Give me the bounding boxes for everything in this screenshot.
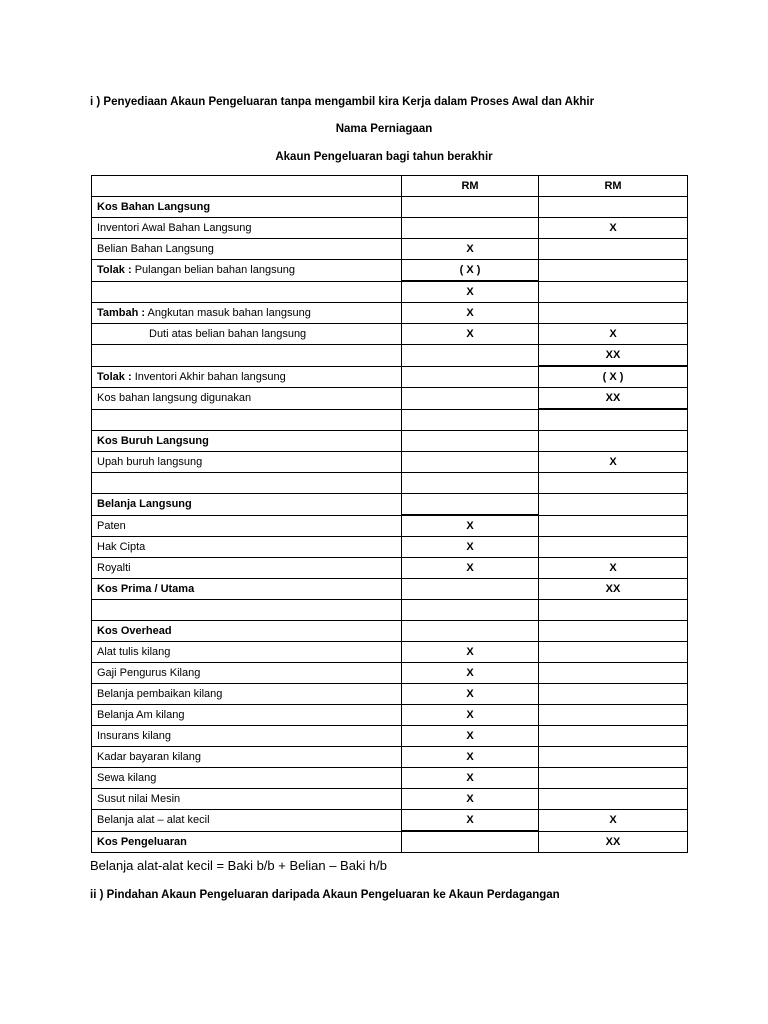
amount-cell-rm1: X — [402, 684, 539, 705]
amount-cell-rm1: X — [402, 747, 539, 768]
table-row — [92, 260, 688, 282]
amount-cell-rm1: X — [402, 324, 539, 345]
amount-cell-rm2 — [539, 684, 688, 705]
amount-cell-rm1: X — [402, 558, 539, 579]
amount-cell-rm2: ( X ) — [539, 366, 688, 388]
row-label-cell — [92, 473, 402, 494]
row-label: Belanja Langsung — [97, 498, 192, 511]
table-row — [92, 579, 688, 600]
row-label-cell — [92, 197, 402, 218]
row-label-cell — [92, 345, 402, 367]
table-row — [92, 600, 688, 621]
amount-cell-rm1 — [402, 452, 539, 473]
amount-cell-rm1 — [402, 621, 539, 642]
amount-cell-rm1 — [402, 473, 539, 494]
amount-cell-rm2 — [539, 537, 688, 558]
row-label-cell — [92, 366, 402, 388]
row-prefix: Tolak : — [97, 370, 132, 383]
amount-cell-rm2: X — [539, 452, 688, 473]
table-row — [92, 366, 688, 388]
amount-cell-rm1 — [402, 388, 539, 410]
row-label: Belanja Am kilang — [97, 709, 185, 721]
table-row — [92, 705, 688, 726]
row-label-cell — [92, 705, 402, 726]
table-row — [92, 747, 688, 768]
row-label: Susut nilai Mesin — [97, 793, 181, 805]
header-label-cell — [92, 176, 402, 197]
table-row — [92, 684, 688, 705]
amount-cell-rm1: X — [402, 239, 539, 260]
amount-cell-rm2: XX — [539, 831, 688, 853]
amount-cell-rm2 — [539, 281, 688, 303]
amount-cell-rm1: X — [402, 515, 539, 537]
row-label: Kos Prima / Utama — [97, 583, 195, 595]
amount-cell-rm2 — [539, 600, 688, 621]
table-row — [92, 789, 688, 810]
table-row — [92, 388, 688, 410]
row-label: Upah buruh langsung — [97, 456, 203, 468]
production-account-table — [91, 175, 688, 853]
amount-cell-rm2: XX — [539, 388, 688, 410]
row-label-cell — [92, 239, 402, 260]
row-label-cell — [92, 621, 402, 642]
row-label-cell — [92, 558, 402, 579]
amount-cell-rm2 — [539, 473, 688, 494]
row-label-cell — [92, 768, 402, 789]
row-label: Kos Buruh Langsung — [97, 435, 209, 447]
amount-cell-rm2 — [539, 663, 688, 684]
row-label-cell — [92, 515, 402, 537]
table-row — [92, 831, 688, 853]
row-label-cell — [92, 388, 402, 410]
row-label-cell — [92, 789, 402, 810]
amount-cell-rm1: X — [402, 789, 539, 810]
row-label: Inventori Awal Bahan Langsung — [97, 222, 252, 234]
row-label: Duti atas belian bahan langsung — [149, 328, 307, 340]
amount-cell-rm2: XX — [539, 579, 688, 600]
table-row — [92, 239, 688, 260]
table-row — [92, 621, 688, 642]
table-row — [92, 663, 688, 684]
row-label: Insurans kilang — [97, 730, 171, 742]
amount-cell-rm1 — [402, 197, 539, 218]
amount-cell-rm2 — [539, 260, 688, 282]
row-label: Hak Cipta — [97, 541, 146, 553]
table-row — [92, 768, 688, 789]
amount-cell-rm2 — [539, 642, 688, 663]
amount-cell-rm1: X — [402, 768, 539, 789]
row-label: Paten — [97, 519, 126, 532]
amount-cell-rm2: X — [539, 218, 688, 239]
row-label-cell — [92, 452, 402, 473]
amount-cell-rm2: X — [539, 810, 688, 832]
table-row — [92, 558, 688, 579]
amount-cell-rm2 — [539, 409, 688, 431]
row-label-cell — [92, 324, 402, 345]
table-row — [92, 473, 688, 494]
table-header-row — [92, 176, 688, 197]
table-row — [92, 281, 688, 303]
row-label: Alat tulis kilang — [97, 646, 171, 658]
row-label-cell — [92, 747, 402, 768]
row-label: Kadar bayaran kilang — [97, 751, 201, 763]
row-label: Gaji Pengurus Kilang — [97, 667, 201, 679]
table-row — [92, 409, 688, 431]
table-row — [92, 197, 688, 218]
amount-cell-rm2 — [539, 768, 688, 789]
row-prefix: Tambah : — [97, 307, 146, 319]
row-label-cell — [92, 537, 402, 558]
amount-cell-rm2: X — [539, 558, 688, 579]
amount-cell-rm1 — [402, 831, 539, 853]
row-label: Sewa kilang — [97, 772, 157, 784]
amount-cell-rm1 — [402, 366, 539, 388]
amount-cell-rm2: X — [539, 324, 688, 345]
row-label: Belian Bahan Langsung — [97, 243, 214, 255]
section-two-heading: ii ) Pindahan Akaun Pengeluaran daripada Akaun Pengeluaran ke Akaun Perdagangan — [90, 889, 560, 901]
amount-cell-rm2 — [539, 747, 688, 768]
amount-cell-rm1 — [402, 600, 539, 621]
row-label-cell — [92, 810, 402, 832]
row-label-cell — [92, 663, 402, 684]
table-row — [92, 810, 688, 832]
amount-cell-rm1: X — [402, 705, 539, 726]
header-rm-cell: RM — [402, 176, 539, 197]
amount-cell-rm2 — [539, 494, 688, 516]
table-row — [92, 515, 688, 537]
row-label: Angkutan masuk bahan langsung — [145, 307, 311, 319]
row-label-cell — [92, 579, 402, 600]
table-row — [92, 537, 688, 558]
header-rm-cell: RM — [539, 176, 688, 197]
amount-cell-rm1 — [402, 431, 539, 452]
row-label: Kos Pengeluaran — [97, 835, 187, 848]
table-row — [92, 345, 688, 367]
amount-cell-rm2 — [539, 239, 688, 260]
amount-cell-rm2 — [539, 621, 688, 642]
small-tools-formula: Belanja alat-alat kecil = Baki b/b + Belian – Baki h/b — [90, 858, 388, 873]
row-label: Belanja pembaikan kilang — [97, 688, 223, 700]
row-prefix: Tolak : — [97, 264, 132, 277]
amount-cell-rm2: XX — [539, 345, 688, 367]
amount-cell-rm2 — [539, 431, 688, 452]
table-row — [92, 642, 688, 663]
row-label-cell — [92, 600, 402, 621]
row-label-cell — [92, 494, 402, 516]
amount-cell-rm1 — [402, 345, 539, 367]
account-title-heading: Akaun Pengeluaran bagi tahun berakhir — [275, 151, 493, 163]
table-row — [92, 494, 688, 516]
section-one-heading: i ) Penyediaan Akaun Pengeluaran tanpa mengambil kira Kerja dalam Proses Awal dan Akhir — [90, 96, 595, 108]
row-label-cell — [92, 431, 402, 452]
amount-cell-rm2 — [539, 197, 688, 218]
row-label-cell — [92, 831, 402, 853]
table-row — [92, 303, 688, 324]
row-label-cell — [92, 303, 402, 324]
table-row — [92, 726, 688, 747]
amount-cell-rm1: X — [402, 810, 539, 832]
row-label-cell — [92, 218, 402, 239]
amount-cell-rm1: X — [402, 726, 539, 747]
row-label: Royalti — [97, 562, 131, 574]
row-label-cell — [92, 409, 402, 431]
row-label-cell — [92, 684, 402, 705]
row-label: Pulangan belian bahan langsung — [131, 264, 295, 277]
row-label-cell — [92, 726, 402, 747]
amount-cell-rm1 — [402, 494, 539, 516]
amount-cell-rm2 — [539, 726, 688, 747]
amount-cell-rm2 — [539, 789, 688, 810]
amount-cell-rm1: X — [402, 303, 539, 324]
table-row — [92, 218, 688, 239]
table-row — [92, 431, 688, 452]
amount-cell-rm2 — [539, 303, 688, 324]
amount-cell-rm1: X — [402, 663, 539, 684]
row-label: Kos bahan langsung digunakan — [97, 392, 252, 405]
row-label-cell — [92, 281, 402, 303]
row-label: Inventori Akhir bahan langsung — [131, 370, 286, 383]
amount-cell-rm1 — [402, 218, 539, 239]
amount-cell-rm1: ( X ) — [402, 260, 539, 282]
business-name-heading: Nama Perniagaan — [335, 123, 433, 135]
table-row — [92, 452, 688, 473]
row-label-cell — [92, 642, 402, 663]
row-label: Kos Bahan Langsung — [97, 201, 211, 213]
amount-cell-rm1 — [402, 579, 539, 600]
amount-cell-rm2 — [539, 515, 688, 537]
amount-cell-rm1: X — [402, 281, 539, 303]
amount-cell-rm1: X — [402, 537, 539, 558]
row-label-cell — [92, 260, 402, 282]
row-label: Kos Overhead — [97, 625, 172, 637]
amount-cell-rm1 — [402, 409, 539, 431]
amount-cell-rm1: X — [402, 642, 539, 663]
row-label: Belanja alat – alat kecil — [97, 814, 210, 827]
table-row — [92, 324, 688, 345]
amount-cell-rm2 — [539, 705, 688, 726]
